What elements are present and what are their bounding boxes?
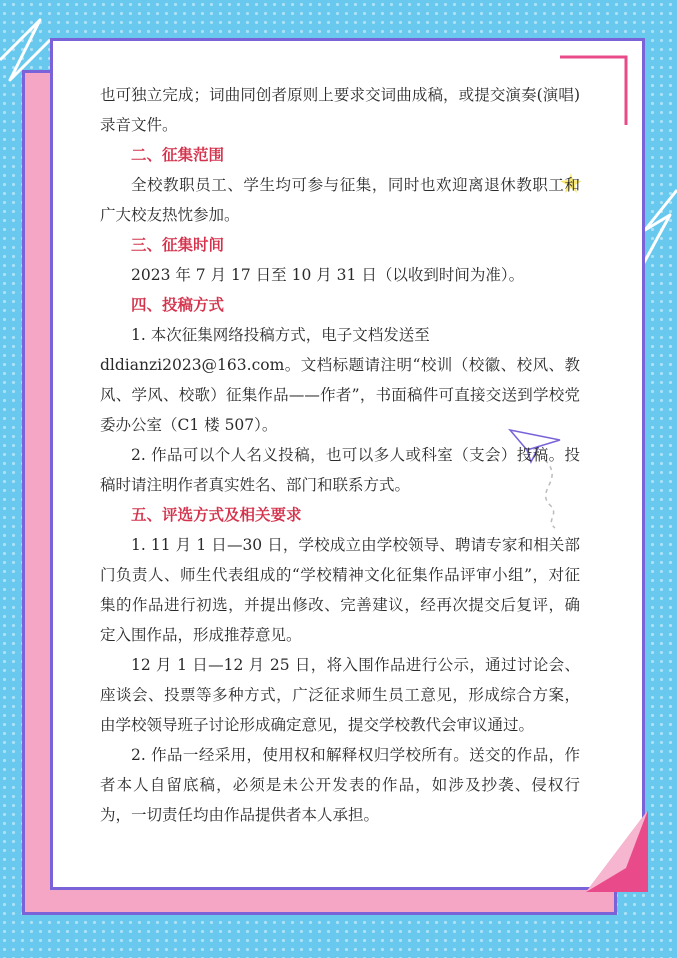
section-heading: 二、征集范围 bbox=[131, 146, 225, 164]
body-paragraph: 2. 作品一经采用，使用权和解释权归学校所有。送交的作品，作者本人自留底稿，必须是未公开发表的作品，如涉及抄袭、侵权行为，一切责任均由作品提供者本人承担。 bbox=[100, 746, 580, 824]
body-paragraph: 1. 本次征集网络投稿方式，电子文档发送至 bbox=[131, 326, 430, 344]
page-corner-fold bbox=[586, 810, 648, 892]
zigzag-decoration-right bbox=[640, 180, 677, 280]
body-paragraph: 也可独立完成；词曲同创者原则上要求交词曲成稿，或提交演奏(演唱)录音文件。 bbox=[100, 86, 580, 134]
body-paragraph: dldianzi2023@163.com。文档标题请注明“校训（校徽、校风、教风、学风、校歌）征集作品——作者”，书面稿件可直接交送到学校党委办公室（C1 楼 507）。 bbox=[100, 356, 580, 434]
body-paragraph: 2. 作品可以个人名义投稿，也可以多人或科室（支会）投稿。投稿时请注明作者真实姓名、部门和联系方式。 bbox=[100, 446, 580, 494]
body-paragraph: 2023 年 7 月 17 日至 10 月 31 日（以收到时间为准）。 bbox=[131, 266, 525, 284]
section-heading: 四、投稿方式 bbox=[131, 296, 225, 314]
section-heading: 三、征集时间 bbox=[131, 236, 225, 254]
body-paragraph: 全校教职员工、学生均可参与征集，同时也欢迎离退休教职工和广大校友热忱参加。 bbox=[100, 176, 580, 224]
document-body bbox=[100, 80, 580, 830]
section-heading: 五、评选方式及相关要求 bbox=[131, 506, 302, 524]
body-paragraph: 12 月 1 日—12 月 25 日，将入围作品进行公示，通过讨论会、座谈会、投票等多种方式，广泛征求师生员工意见，形成综合方案，由学校领导班子讨论形成确定意见，提交学校教代会审议通过。 bbox=[100, 656, 580, 734]
body-paragraph: 1. 11 月 1 日—30 日，学校成立由学校领导、聘请专家和相关部门负责人、师生代表组成的“学校精神文化征集作品评审小组”，对征集的作品进行初选，并提出修改、完善建议，经再次提交后复评，确定入围作品，形成推荐意见。 bbox=[100, 536, 580, 644]
